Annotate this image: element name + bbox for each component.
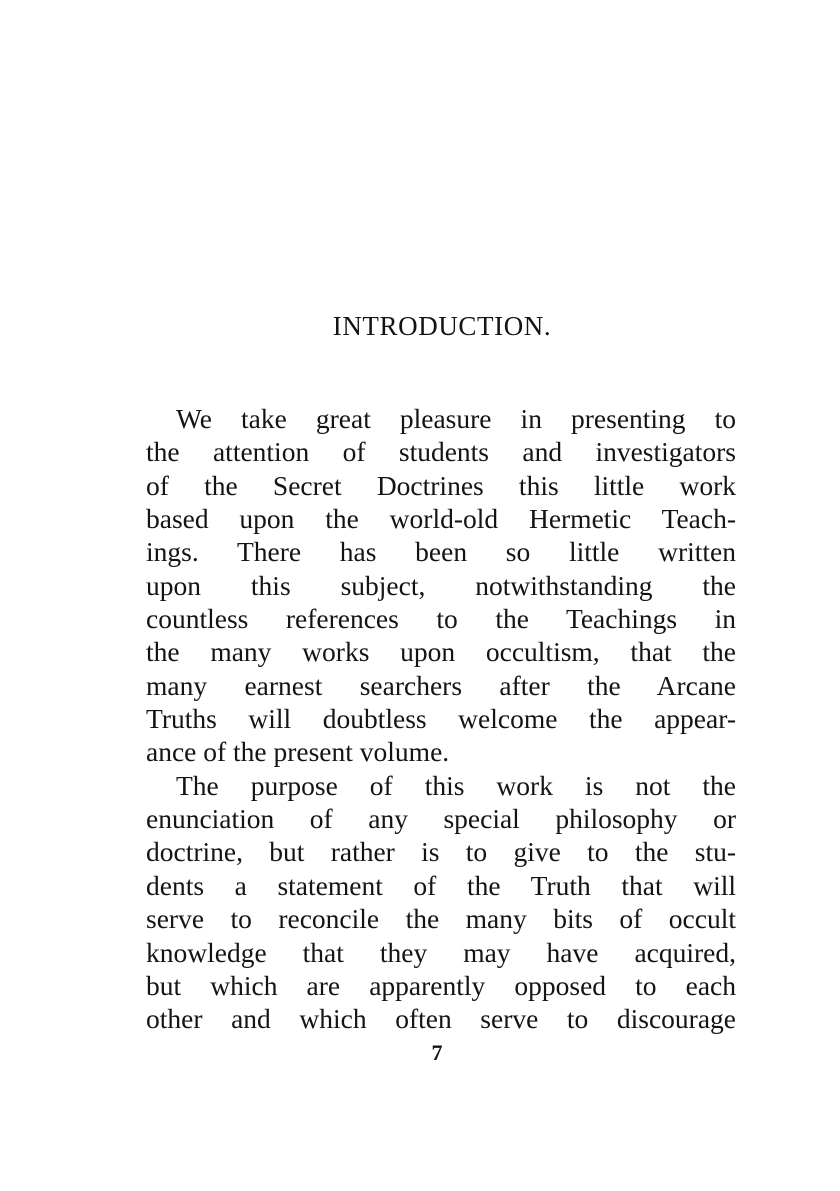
text-line: upon this subject, notwithstanding the [146,569,736,601]
text-line: based upon the world-old Hermetic Teach- [146,503,736,535]
text-line: The purpose of this work is not the [176,769,736,801]
text-line: many earnest searchers after the Arcane [146,669,736,701]
text-line: doctrine, but rather is to give to the stu- [146,836,736,868]
text-line: other and which often serve to discourage [146,1003,736,1035]
page-number: 7 [431,1040,443,1065]
text-line: We take great pleasure in presenting to [176,403,736,434]
text-line: knowledge that they may have acquired, [146,936,736,968]
text-line: the attention of students and investigators [146,436,736,468]
text-line: enunciation of any special philosophy or [146,803,736,835]
body-text [146,402,736,1036]
chapter-title: INTRODUCTION. [332,311,552,341]
text-line: serve to reconcile the many bits of occult [146,903,736,935]
text-line: of the Secret Doctrines this little work [146,469,736,501]
text-line: but which are apparently opposed to each [146,969,736,1001]
text-line: dents a statement of the Truth that will [146,869,736,901]
text-line: ance of the present volume. [146,736,450,768]
text-line: ings. There has been so little written [146,536,736,568]
text-line: Truths will doubtless welcome the appear- [146,703,736,735]
text-line: the many works upon occultism, that the [146,636,736,668]
text-line: countless references to the Teachings in [146,603,736,635]
